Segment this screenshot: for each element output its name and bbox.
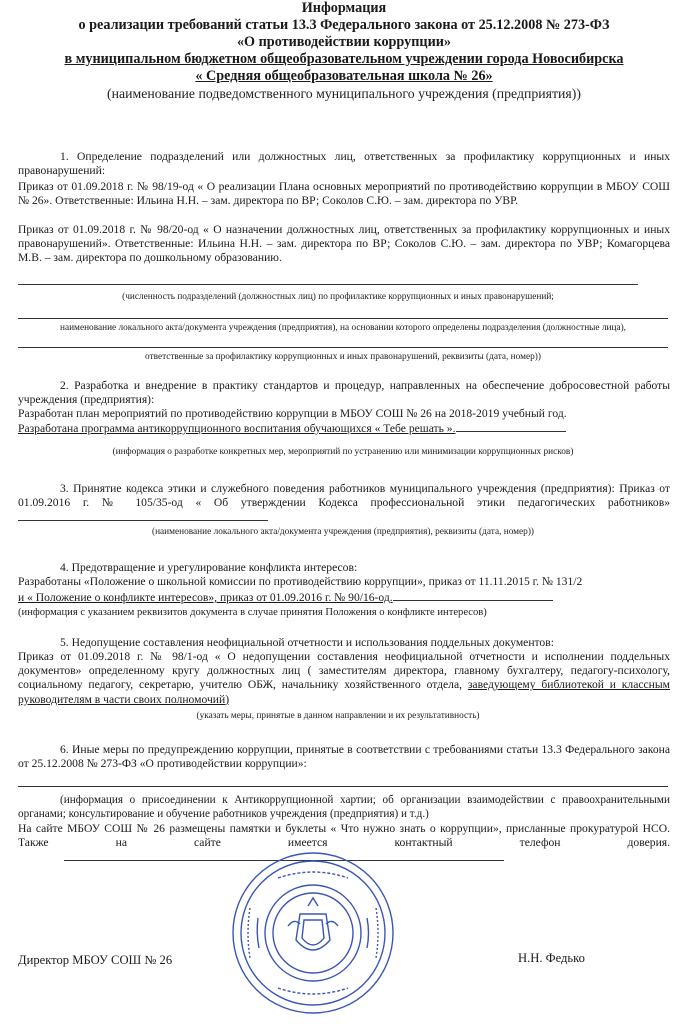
section-2-program: [18, 421, 670, 436]
section-6-caption: (информация о присоединении к Антикоррупционной хартии; об организации взаимодействии с правоохранительными органами; консультирование и обучение работников учреждения (предприятия) и т.д.): [18, 794, 670, 820]
section-3-heading: [18, 482, 670, 526]
section-1-blank-line-2: [18, 318, 668, 319]
section-5-heading: 5. Недопущение составления неофициальной отчетности и использования поддельных документов:: [60, 636, 554, 649]
section-3-text: 3. Принятие кодекса этики и служебного поведения работников муниципального учреждения (предприятия): Приказ от 01.09.2016 г. № 105/35-од « Об утверждении Кодекса профессиональной этики педагогических работников»: [18, 482, 670, 510]
section-5-order-underlined: заведующему библиотекой и классным руководителям в части своих полномочий): [18, 678, 670, 706]
section-2-plan: Разработан план мероприятий по противодействию коррупции в МБОУ СОШ № 26 на 2018-2019 учебный год.: [18, 407, 567, 420]
section-2-caption: (информация о разработке конкретных мер, мероприятий по устранению или минимизации коррупционных рисков): [112, 447, 574, 457]
section-3-caption: (наименование локального акта/документа учреждения (предприятия), реквизиты (дата, номер)): [151, 527, 535, 537]
signature-position: Директор МБОУ СОШ № 26: [18, 953, 173, 967]
header-line-2: «О противодействии коррупции»: [236, 34, 452, 50]
document-header: [0, 0, 688, 102]
section-4-blank: [393, 590, 553, 601]
section-5-caption: (указать меры, принятые в данном направлении и их результативность): [196, 711, 480, 721]
section-5-order: [18, 650, 670, 707]
section-2-program-text: Разработана программа антикоррупционного воспитания обучающихся « Тебе решать ».: [18, 422, 456, 435]
section-1-caption-2: наименование локального акта/документа учреждения (предприятия), на основании которого определены подразделения (должностные лица),: [59, 323, 627, 333]
section-1-order-1: Приказ от 01.09.2018 г. № 98/19-од « О реализации Плана основных мероприятий по противодействию коррупции в МБОУ СОШ № 26». Ответственные: Ильина Н.Н. – зам. директора по ВР; Соколов С.Ю. – зам. директора по УВР.: [18, 180, 670, 208]
section-5-order-text: Приказ от 01.09.2018 г. № 98/1-од « О недопущении составления неофициальной отчетности и исполнении поддельных документов» определенному кругу должностных лиц ( заместителям директора, главному бухгалтеру, педагогу-психологу, социальному педагогу, секретарю, учителю ОБЖ, начальнику хозяйственного отдела,: [18, 650, 670, 692]
section-4-regulation-1: Разработаны «Положение о школьной комиссии по противодействию коррупции», приказ от 11.11.2015 г. № 131/2: [18, 575, 583, 588]
section-6-website-info: [18, 822, 670, 850]
section-2-heading: 2. Разработка и внедрение в практику стандартов и процедур, направленных на обеспечение добросовестной работы учреждения (предприятия):: [18, 379, 670, 407]
signature-name: Н.Н. Федько: [518, 951, 585, 965]
document-title: Информация: [301, 0, 387, 16]
header-line-1: о реализации требований статьи 13.3 Федерального закона от 25.12.2008 № 273-ФЗ: [78, 17, 610, 33]
section-1-order-2: Приказ от 01.09.2018 г. № 98/20-од « О назначении должностных лиц, ответственных за профилактику коррупционных и иных правонарушений». Ответственные: Ильина Н.Н. – зам. директора по ВР; Соколов С.Ю. – зам. директора по УВР; Комагорцева М.В. – зам. директора по дошкольному образованию.: [18, 223, 670, 265]
section-6-website-text: На сайте МБОУ СОШ № 26 размещены памятки и буклеты « Что нужно знать о коррупции», присланные прокуратурой НСО. Также на сайте имеется контактный телефон доверия.: [18, 822, 670, 850]
header-subtitle: (наименование подведомственного муниципального учреждения (предприятия)): [107, 86, 581, 101]
section-1-blank-line-3: [18, 347, 668, 348]
section-4-regulation-2-row: [18, 590, 670, 605]
official-seal-icon: [228, 848, 398, 1018]
section-1-caption-3: ответственные за профилактику коррупционных и иных правонарушений, реквизиты (дата, номер)): [145, 352, 541, 362]
section-2-blank: [456, 421, 566, 432]
header-line-3: в муниципальном бюджетном общеобразовательном учреждении города Новосибирска: [64, 51, 624, 67]
section-1-blank-line: [18, 284, 638, 285]
section-6-blank-line: [18, 786, 668, 787]
section-4-caption: (информация с указанием реквизитов документа в случае принятия Положения о конфликте интересов): [18, 607, 487, 618]
section-1-heading: 1. Определение подразделений или должностных лиц, ответственных за профилактику коррупционных и иных правонарушений:: [18, 150, 670, 178]
section-3-blank: [18, 510, 268, 521]
section-6-heading: 6. Иные меры по предупреждению коррупции, принятые в соответствии с требованиями статьи 13.3 Федерального закона от 25.12.2008 № 273-ФЗ «О противодействии коррупции»:: [18, 743, 670, 771]
section-4-heading: 4. Предотвращение и урегулирование конфликта интересов:: [60, 561, 358, 574]
section-4-regulation-2: и « Положение о конфликте интересов», приказ от 01.09.2016 г. № 90/16-од.: [18, 591, 393, 604]
header-line-4: « Средняя общеобразовательная школа № 26»: [195, 68, 493, 84]
section-1-caption-1: (численность подразделений (должностных лиц) по профилактике коррупционных и иных правонарушений;: [122, 292, 554, 302]
